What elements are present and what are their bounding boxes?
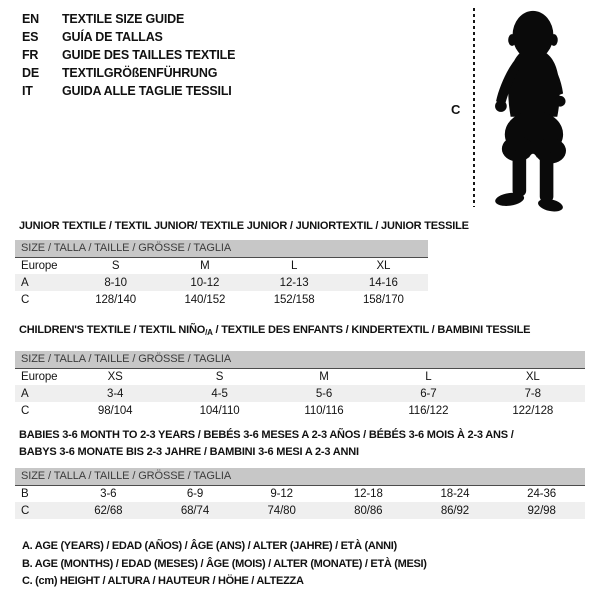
table-row xyxy=(15,291,428,308)
height-cell: 110/116 xyxy=(304,404,344,417)
row-label: B xyxy=(21,487,29,500)
size-cell: XL xyxy=(525,370,540,383)
language-row xyxy=(22,28,235,46)
legend-age-months: B. AGE (MONTHS) / EDAD (MESES) / ÂGE (MOIS) / ALTER (MONATE) / ETÀ (MESI) xyxy=(22,557,427,570)
age-cell: 10-12 xyxy=(160,274,249,291)
language-row xyxy=(22,46,235,64)
size-cell: S xyxy=(111,259,120,272)
age-cell: 12-13 xyxy=(250,274,339,291)
size-cell: XS xyxy=(107,370,123,383)
size-header-row xyxy=(15,240,428,257)
babies-size-table xyxy=(15,468,585,519)
months-cell: 9-12 xyxy=(270,487,293,500)
language-row xyxy=(22,10,235,28)
height-dashed-line xyxy=(473,8,475,207)
title-text: / TEXTILE DES ENFANTS / KINDERTEXTIL / BAMBINI TESSILE xyxy=(212,324,531,336)
table-row xyxy=(15,257,428,274)
height-cell: 62/68 xyxy=(65,502,152,519)
months-cell: 18-24 xyxy=(440,487,470,500)
months-cell: 12-18 xyxy=(353,487,383,500)
title-text: CHILDREN'S TEXTILE / TEXTIL NIÑO xyxy=(19,324,206,336)
size-cell: M xyxy=(319,370,329,383)
row-label: C xyxy=(21,293,30,306)
size-header-row xyxy=(15,351,585,368)
age-cell: 14-16 xyxy=(339,274,428,291)
language-row xyxy=(22,82,235,100)
row-label: Europe xyxy=(21,370,58,383)
height-cell: 86/92 xyxy=(412,502,499,519)
size-header-label: SIZE / TALLA / TAILLE / GRÖSSE / TAGLIA xyxy=(15,351,585,368)
months-cell: 6-9 xyxy=(186,487,204,500)
babies-table-title xyxy=(15,427,585,461)
age-cell: 4-5 xyxy=(167,385,271,402)
language-title: GUIDE DES TAILLES TEXTILE xyxy=(62,48,236,62)
height-measure-label: C xyxy=(451,102,461,117)
language-header xyxy=(22,10,235,100)
size-cell: L xyxy=(290,259,298,272)
language-title: GUIDA ALLE TAGLIE TESSILI xyxy=(62,84,232,98)
junior-section xyxy=(15,219,469,308)
language-code: IT xyxy=(22,84,33,98)
height-cell: 104/110 xyxy=(199,404,240,417)
language-code: ES xyxy=(22,30,39,44)
row-label: Europe xyxy=(21,259,58,272)
language-title: GUÍA DE TALLAS xyxy=(62,30,163,44)
language-code: FR xyxy=(22,48,39,62)
babies-section xyxy=(15,427,585,519)
age-cell: 6-7 xyxy=(376,385,480,402)
table-row xyxy=(15,274,428,291)
height-cell: 92/98 xyxy=(498,502,585,519)
legend xyxy=(22,538,427,591)
table-row xyxy=(15,485,585,502)
legend-age-years: A. AGE (YEARS) / EDAD (AÑOS) / ÂGE (ANS) / ALTER (JAHRE) / ETÀ (ANNI) xyxy=(22,540,397,552)
height-cell: 80/86 xyxy=(325,502,412,519)
children-table-title xyxy=(15,323,585,340)
height-cell: 116/122 xyxy=(408,404,449,417)
size-cell: S xyxy=(215,370,224,383)
age-cell: 8-10 xyxy=(71,274,160,291)
language-title: TEXTILGRÖßENFÜHRUNG xyxy=(62,66,218,80)
baby-silhouette xyxy=(482,6,582,212)
height-cell: 98/104 xyxy=(97,404,133,417)
table-row xyxy=(15,368,585,385)
junior-table-title: JUNIOR TEXTILE / TEXTIL JUNIOR/ TEXTILE JUNIOR / JUNIORTEXTIL / JUNIOR TESSILE xyxy=(19,220,469,232)
table-row xyxy=(15,385,585,402)
height-cell: 158/170 xyxy=(362,293,404,306)
language-code: DE xyxy=(22,66,39,80)
height-cell: 128/140 xyxy=(95,293,137,306)
height-cell: 122/128 xyxy=(512,404,554,417)
legend-height: C. (cm) HEIGHT / ALTURA / HAUTEUR / HÖHE / ALTEZZA xyxy=(22,575,304,587)
size-header-label: SIZE / TALLA / TAILLE / GRÖSSE / TAGLIA xyxy=(15,468,585,485)
babies-title-line1: BABIES 3-6 MONTH TO 2-3 YEARS / BEBÉS 3-6 MESES A 2-3 AÑOS / BÉBÉS 3-6 MOIS À 2-3 ANS / xyxy=(19,429,514,441)
table-row xyxy=(15,502,585,519)
height-cell: 74/80 xyxy=(238,502,325,519)
height-cell: 68/74 xyxy=(152,502,239,519)
language-title: TEXTILE SIZE GUIDE xyxy=(62,12,185,26)
height-cell: 140/152 xyxy=(184,293,226,306)
children-section xyxy=(15,323,585,419)
age-cell: 7-8 xyxy=(481,385,585,402)
size-header-label: SIZE / TALLA / TAILLE / GRÖSSE / TAGLIA xyxy=(15,240,428,257)
row-label: A xyxy=(15,274,71,291)
children-size-table xyxy=(15,351,585,419)
language-row xyxy=(22,64,235,82)
size-header-row xyxy=(15,468,585,485)
months-cell: 24-36 xyxy=(527,487,557,500)
table-row xyxy=(15,402,585,419)
title-subscript: /A xyxy=(205,328,213,337)
size-cell: M xyxy=(200,259,210,272)
babies-title-line2: BABYS 3-6 MONATE BIS 2-3 JAHRE / BAMBINI 3-6 MESI A 2-3 ANNI xyxy=(19,446,359,458)
row-label: A xyxy=(15,385,63,402)
row-label: C xyxy=(15,502,65,519)
age-cell: 5-6 xyxy=(272,385,376,402)
age-cell: 3-4 xyxy=(63,385,167,402)
language-code: EN xyxy=(22,12,39,26)
size-cell: L xyxy=(425,370,432,383)
junior-size-table xyxy=(15,240,428,308)
months-cell: 3-6 xyxy=(100,487,117,500)
height-cell: 152/158 xyxy=(273,293,315,306)
row-label: C xyxy=(21,404,30,417)
size-cell: XL xyxy=(376,259,391,272)
